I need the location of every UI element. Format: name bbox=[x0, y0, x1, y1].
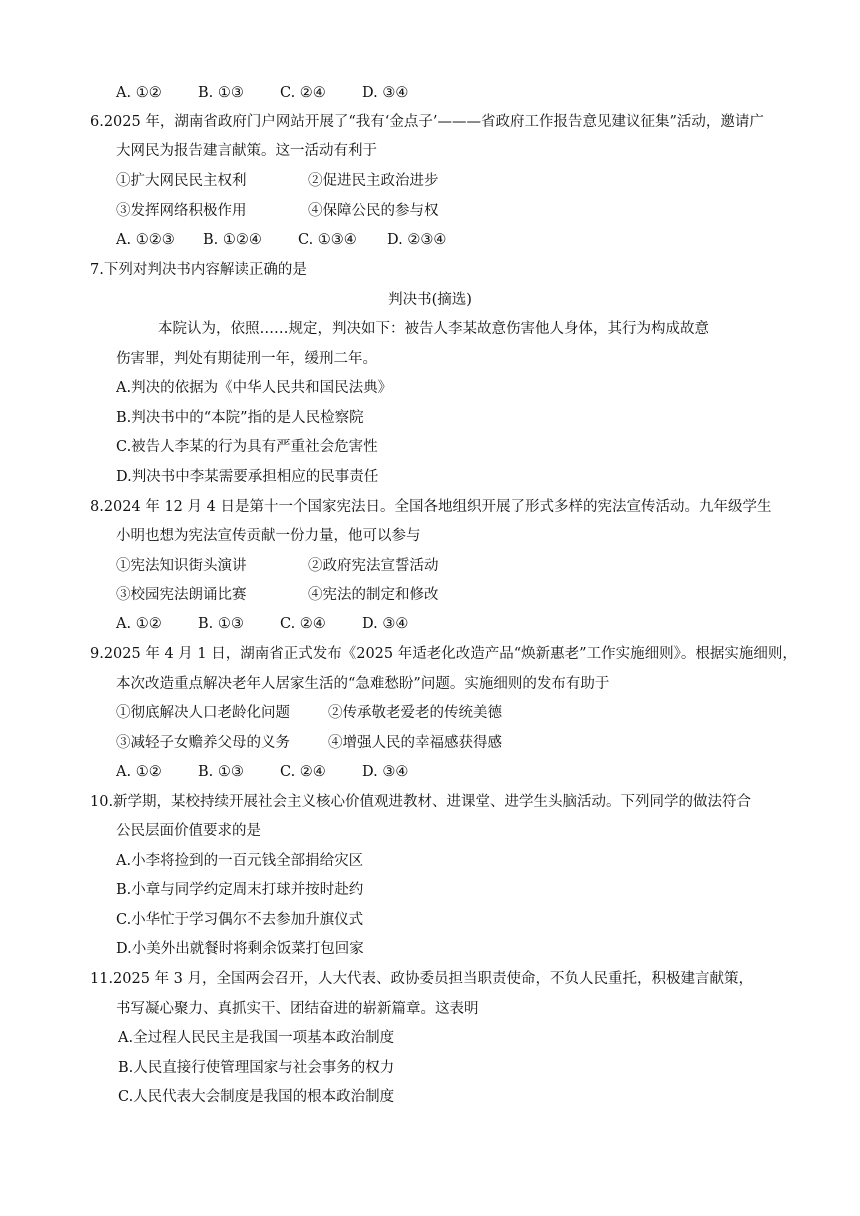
q6-option-a: A. ①②③ bbox=[116, 232, 175, 248]
q6-options bbox=[116, 230, 446, 250]
q6-item-1: ①扩大网民民主权利 bbox=[116, 173, 247, 189]
q10-option-c: C.小华忙于学习偶尔不去参加升旗仪式 bbox=[116, 912, 364, 928]
q8-option-c: C. ②④ bbox=[280, 616, 326, 632]
q7-option-d: D.判决书中李某需要承担相应的民事责任 bbox=[116, 469, 379, 485]
q8-items-row2 bbox=[116, 585, 439, 605]
q9-option-c: C. ②④ bbox=[280, 764, 326, 780]
q7-option-b: B.判决书中的“本院”指的是人民检察院 bbox=[116, 410, 364, 426]
q10-option-d: D.小美外出就餐时将剩余饭菜打包回家 bbox=[116, 941, 364, 957]
q9-item-4: ④增强人民的幸福感获得感 bbox=[328, 735, 502, 751]
q6-item-4: ④保障公民的参与权 bbox=[308, 203, 439, 219]
q9-item-3: ③减轻子女赡养父母的义务 bbox=[116, 735, 290, 751]
q5-option-c: C. ②④ bbox=[280, 85, 326, 101]
q6-item-3: ③发挥网络积极作用 bbox=[116, 203, 247, 219]
q9-items-row1 bbox=[116, 703, 502, 723]
q8-items-row1 bbox=[116, 556, 439, 576]
q6-stem-line1: 6.2025 年，湖南省政府门户网站开展了“我有‘金点子’———省政府工作报告意见建议征集”活动，邀请广 bbox=[90, 114, 764, 130]
q9-item-2: ②传承敬老爱老的传统美德 bbox=[328, 705, 502, 721]
q11-stem-line2: 书写凝心聚力、真抓实干、团结奋进的崭新篇章。这表明 bbox=[116, 1001, 479, 1017]
q8-option-d: D. ③④ bbox=[362, 616, 409, 632]
q8-item-2: ②政府宪法宣誓活动 bbox=[308, 558, 439, 574]
q10-option-b: B.小章与同学约定周末打球并按时赴约 bbox=[116, 882, 364, 898]
q6-option-b: B. ①②④ bbox=[203, 232, 262, 248]
q8-option-a: A. ①② bbox=[116, 616, 162, 632]
q8-item-1: ①宪法知识街头演讲 bbox=[116, 558, 247, 574]
q7-document-line1: 本院认为，依照……规定，判决如下：被告人李某故意伤害他人身体，其行为构成故意 bbox=[158, 321, 709, 337]
q8-item-4: ④宪法的制定和修改 bbox=[308, 587, 439, 603]
q10-stem-line1: 10.新学期，某校持续开展社会主义核心价值观进教材、进课堂、进学生头脑活动。下列同学的做法符合 bbox=[90, 794, 752, 810]
q6-item-2: ②促进民主政治进步 bbox=[308, 173, 439, 189]
q9-stem-line1: 9.2025 年 4 月 1 日，湖南省正式发布《2025 年适老化改造产品“焕新惠老”工作实施细则》。根据实施细则， bbox=[90, 646, 797, 662]
q9-options bbox=[116, 762, 408, 782]
q9-stem-line2: 本次改造重点解决老年人居家生活的“急难愁盼”问题。实施细则的发布有助于 bbox=[116, 676, 610, 692]
q7-option-c: C.被告人李某的行为具有严重社会危害性 bbox=[116, 439, 378, 455]
q9-option-a: A. ①② bbox=[116, 764, 162, 780]
q7-option-a: A.判决的依据为《中华人民共和国民法典》 bbox=[116, 380, 393, 396]
q9-option-d: D. ③④ bbox=[362, 764, 409, 780]
q8-stem-line2: 小明也想为宪法宣传贡献一份力量，他可以参与 bbox=[116, 528, 421, 544]
q6-items-row2 bbox=[116, 201, 439, 221]
q5-option-a: A. ①② bbox=[116, 85, 162, 101]
q9-items-row2 bbox=[116, 733, 502, 753]
q5-option-b: B. ①③ bbox=[198, 85, 244, 101]
q6-items-row1 bbox=[116, 171, 439, 191]
q6-stem-line2: 大网民为报告建言献策。这一活动有利于 bbox=[116, 143, 377, 159]
q11-option-a: A.全过程人民民主是我国一项基本政治制度 bbox=[118, 1030, 395, 1046]
q8-stem-line1: 8.2024 年 12 月 4 日是第十一个国家宪法日。全国各地组织开展了形式多样的宪法宣传活动。九年级学生 bbox=[90, 499, 772, 515]
q7-document-title: 判决书(摘选) bbox=[388, 292, 472, 308]
q5-option-d: D. ③④ bbox=[362, 85, 409, 101]
q11-option-c: C.人民代表大会制度是我国的根本政治制度 bbox=[118, 1089, 395, 1105]
q7-stem: 7.下列对判决书内容解读正确的是 bbox=[90, 262, 307, 278]
q6-option-d: D. ②③④ bbox=[387, 232, 447, 248]
q6-option-c: C. ①③④ bbox=[298, 232, 357, 248]
q9-item-1: ①彻底解决人口老龄化问题 bbox=[116, 705, 290, 721]
q10-stem-line2: 公民层面价值要求的是 bbox=[116, 823, 261, 839]
q9-option-b: B. ①③ bbox=[198, 764, 244, 780]
q5-options bbox=[116, 83, 408, 103]
q11-stem-line1: 11.2025 年 3 月，全国两会召开，人大代表、政协委员担当职责使命，不负人民重托，积极建言献策， bbox=[90, 971, 754, 987]
q8-item-3: ③校园宪法朗诵比赛 bbox=[116, 587, 247, 603]
q10-option-a: A.小李将捡到的一百元钱全部捐给灾区 bbox=[116, 853, 364, 869]
q8-options bbox=[116, 614, 408, 634]
q8-option-b: B. ①③ bbox=[198, 616, 244, 632]
q11-option-b: B.人民直接行使管理国家与社会事务的权力 bbox=[118, 1060, 395, 1076]
q7-document-line2: 伤害罪，判处有期徒刑一年，缓刑二年。 bbox=[116, 351, 377, 367]
